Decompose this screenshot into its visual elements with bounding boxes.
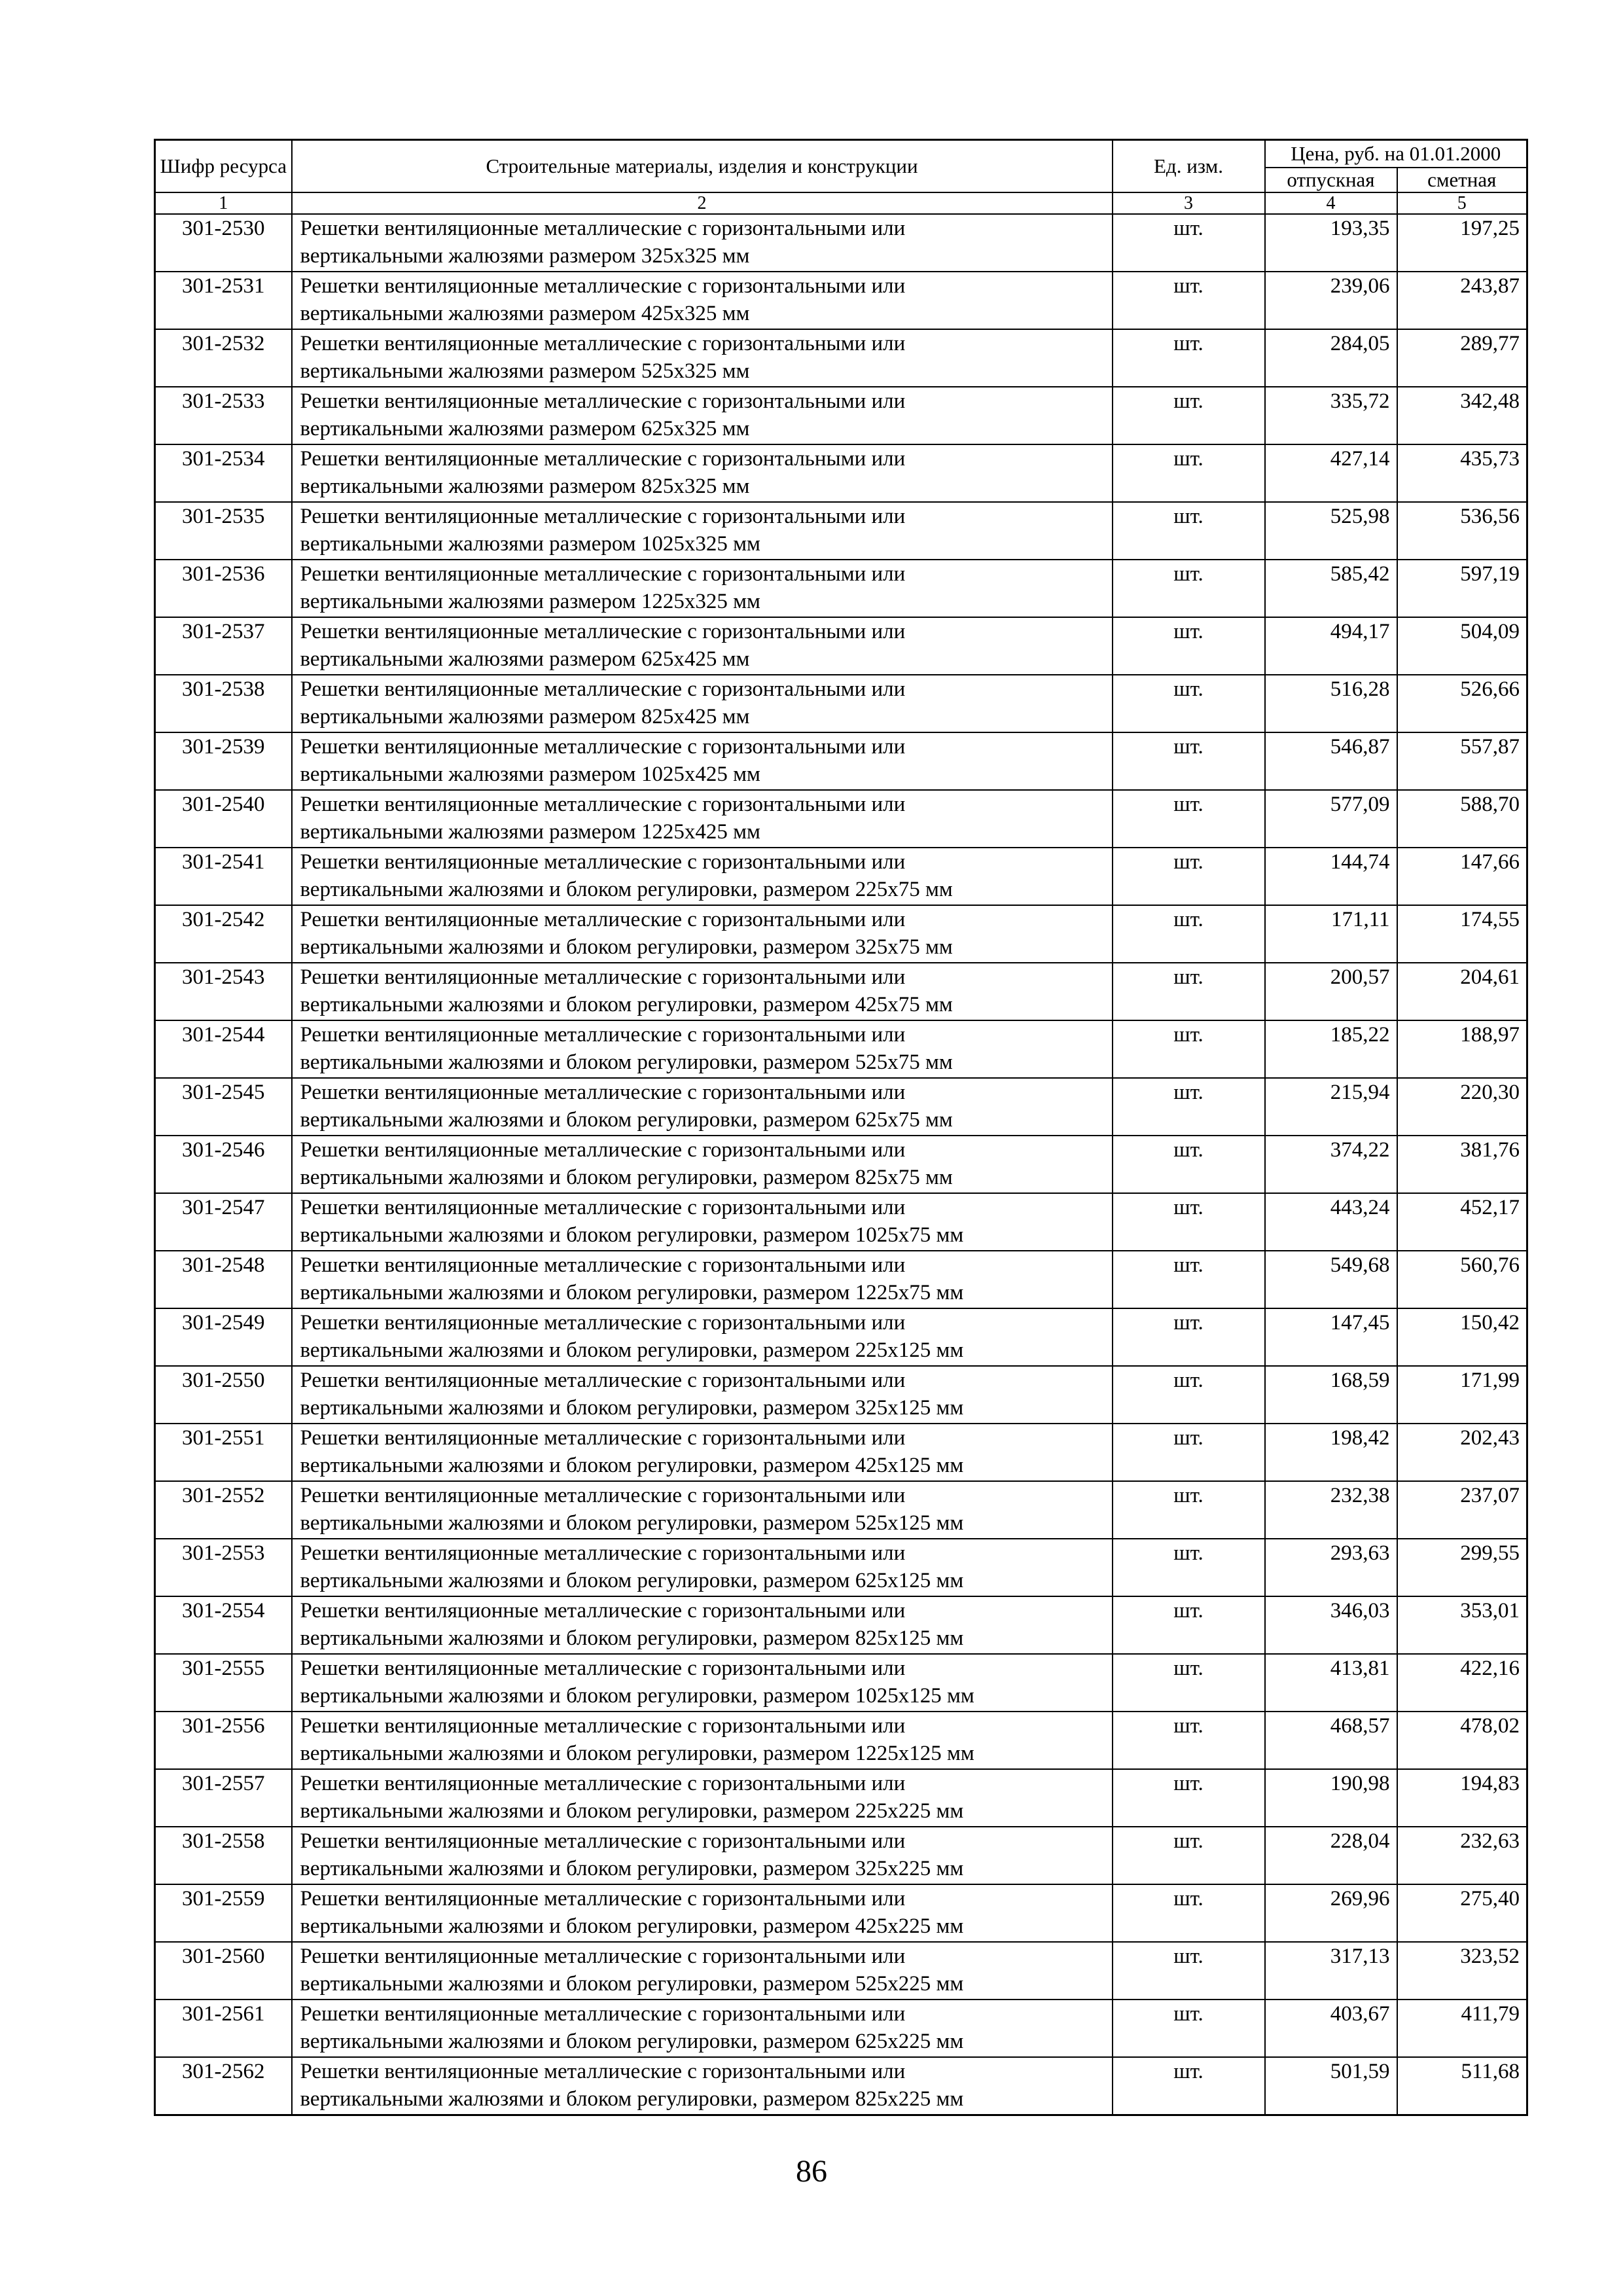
material-description <box>292 675 1113 732</box>
release-price: 403,67 <box>1265 2000 1397 2057</box>
table-row <box>155 675 1527 732</box>
description-line: Решетки вентиляционные металлические с горизонтальными или <box>300 1311 906 1335</box>
unit: шт. <box>1113 963 1265 1020</box>
material-description <box>292 2057 1113 2115</box>
material-description <box>292 329 1113 387</box>
description-line: вертикальными жалюзями и блоком регулировки, размером 225х75 мм <box>300 878 953 901</box>
release-price: 427,14 <box>1265 444 1397 502</box>
resource-code: 301-2534 <box>155 444 292 502</box>
table-row <box>155 560 1527 617</box>
material-description <box>292 1769 1113 1827</box>
estimate-price: 220,30 <box>1397 1078 1527 1136</box>
table-row <box>155 1827 1527 1884</box>
material-description <box>292 502 1113 560</box>
table-row <box>155 617 1527 675</box>
page-number: 86 <box>796 2154 827 2189</box>
table-row <box>155 272 1527 329</box>
table-row <box>155 1424 1527 1481</box>
table-row <box>155 1539 1527 1596</box>
unit: шт. <box>1113 1308 1265 1366</box>
material-description <box>292 1308 1113 1366</box>
release-price: 284,05 <box>1265 329 1397 387</box>
resource-code: 301-2557 <box>155 1769 292 1827</box>
description-line: Решетки вентиляционные металлические с горизонтальными или <box>300 1541 906 1565</box>
material-description <box>292 1884 1113 1942</box>
table-row <box>155 1884 1527 1942</box>
table-row <box>155 214 1527 272</box>
unit: шт. <box>1113 732 1265 790</box>
material-description <box>292 732 1113 790</box>
table-row <box>155 444 1527 502</box>
unit: шт. <box>1113 1020 1265 1078</box>
unit: шт. <box>1113 1366 1265 1424</box>
release-price: 269,96 <box>1265 1884 1397 1942</box>
header-price-estimate: сметная <box>1397 168 1527 192</box>
description-line: вертикальными жалюзями и блоком регулировки, размером 1225х75 мм <box>300 1281 964 1304</box>
material-description <box>292 1539 1113 1596</box>
resource-code: 301-2530 <box>155 214 292 272</box>
estimate-price: 171,99 <box>1397 1366 1527 1424</box>
description-line: вертикальными жалюзями и блоком регулировки, размером 325х75 мм <box>300 935 953 959</box>
material-description <box>292 1424 1113 1481</box>
material-description <box>292 214 1113 272</box>
table-row <box>155 1251 1527 1308</box>
unit: шт. <box>1113 1769 1265 1827</box>
description-line: вертикальными жалюзями и блоком регулировки, размером 525х125 мм <box>300 1511 964 1535</box>
table-row <box>155 1481 1527 1539</box>
description-line: Решетки вентиляционные металлические с горизонтальными или <box>300 908 906 931</box>
resource-code: 301-2541 <box>155 848 292 905</box>
unit: шт. <box>1113 1078 1265 1136</box>
description-line: Решетки вентиляционные металлические с горизонтальными или <box>300 1599 906 1623</box>
estimate-price: 526,66 <box>1397 675 1527 732</box>
material-description <box>292 1942 1113 2000</box>
description-line: вертикальными жалюзями и блоком регулировки, размером 825х75 мм <box>300 1166 953 1189</box>
estimate-price: 232,63 <box>1397 1827 1527 1884</box>
unit: шт. <box>1113 2000 1265 2057</box>
resource-code: 301-2543 <box>155 963 292 1020</box>
description-line: Решетки вентиляционные металлические с горизонтальными или <box>300 677 906 701</box>
material-description <box>292 272 1113 329</box>
estimate-price: 557,87 <box>1397 732 1527 790</box>
release-price: 190,98 <box>1265 1769 1397 1827</box>
resource-code: 301-2542 <box>155 905 292 963</box>
unit: шт. <box>1113 560 1265 617</box>
description-line: вертикальными жалюзями и блоком регулировки, размером 425х125 мм <box>300 1454 964 1477</box>
material-description <box>292 848 1113 905</box>
release-price: 198,42 <box>1265 1424 1397 1481</box>
resource-code: 301-2559 <box>155 1884 292 1942</box>
release-price: 516,28 <box>1265 675 1397 732</box>
unit: шт. <box>1113 617 1265 675</box>
release-price: 293,63 <box>1265 1539 1397 1596</box>
estimate-price: 150,42 <box>1397 1308 1527 1366</box>
release-price: 144,74 <box>1265 848 1397 905</box>
description-line: Решетки вентиляционные металлические с горизонтальными или <box>300 1196 906 1219</box>
release-price: 525,98 <box>1265 502 1397 560</box>
unit: шт. <box>1113 1827 1265 1884</box>
description-line: Решетки вентиляционные металлические с горизонтальными или <box>300 1829 906 1853</box>
table-row <box>155 1078 1527 1136</box>
material-description <box>292 963 1113 1020</box>
table-row <box>155 848 1527 905</box>
material-description <box>292 1827 1113 1884</box>
header-unit: Ед. изм. <box>1113 140 1265 193</box>
material-description <box>292 1366 1113 1424</box>
unit: шт. <box>1113 1481 1265 1539</box>
table-row <box>155 905 1527 963</box>
description-line: вертикальными жалюзями размером 625х425 мм <box>300 647 750 671</box>
material-description <box>292 1193 1113 1251</box>
description-line: Решетки вентиляционные металлические с горизонтальными или <box>300 850 906 874</box>
estimate-price: 197,25 <box>1397 214 1527 272</box>
table-row <box>155 2057 1527 2115</box>
estimate-price: 202,43 <box>1397 1424 1527 1481</box>
release-price: 200,57 <box>1265 963 1397 1020</box>
resource-code: 301-2556 <box>155 1712 292 1769</box>
unit: шт. <box>1113 1193 1265 1251</box>
material-description <box>292 2000 1113 2057</box>
release-price: 494,17 <box>1265 617 1397 675</box>
description-line: Решетки вентиляционные металлические с горизонтальными или <box>300 1657 906 1680</box>
table-row <box>155 1712 1527 1769</box>
description-line: вертикальными жалюзями и блоком регулировки, размером 525х225 мм <box>300 1972 964 1996</box>
column-number: 5 <box>1397 192 1527 214</box>
description-line: Решетки вентиляционные металлические с горизонтальными или <box>300 1426 906 1450</box>
release-price: 546,87 <box>1265 732 1397 790</box>
unit: шт. <box>1113 1712 1265 1769</box>
description-line: вертикальными жалюзями и блоком регулировки, размером 425х225 мм <box>300 1914 964 1938</box>
description-line: вертикальными жалюзями размером 625х325 мм <box>300 417 750 440</box>
column-number: 3 <box>1113 192 1265 214</box>
material-description <box>292 560 1113 617</box>
release-price: 185,22 <box>1265 1020 1397 1078</box>
description-line: Решетки вентиляционные металлические с горизонтальными или <box>300 1945 906 1968</box>
description-line: вертикальными жалюзями и блоком регулировки, размером 425х75 мм <box>300 993 953 1016</box>
material-description <box>292 1596 1113 1654</box>
table-row <box>155 1366 1527 1424</box>
description-line: вертикальными жалюзями и блоком регулировки, размером 625х125 мм <box>300 1569 964 1592</box>
table-header <box>155 140 1527 215</box>
resource-code: 301-2539 <box>155 732 292 790</box>
resource-code: 301-2540 <box>155 790 292 848</box>
release-price: 413,81 <box>1265 1654 1397 1712</box>
unit: шт. <box>1113 1654 1265 1712</box>
description-line: вертикальными жалюзями и блоком регулировки, размером 825х225 мм <box>300 2087 964 2111</box>
description-line: Решетки вентиляционные металлические с горизонтальными или <box>300 274 906 298</box>
description-line: Решетки вентиляционные металлические с горизонтальными или <box>300 1023 906 1047</box>
release-price: 147,45 <box>1265 1308 1397 1366</box>
estimate-price: 478,02 <box>1397 1712 1527 1769</box>
release-price: 228,04 <box>1265 1827 1397 1884</box>
description-line: Решетки вентиляционные металлические с горизонтальными или <box>300 620 906 643</box>
estimate-price: 411,79 <box>1397 2000 1527 2057</box>
description-line: Решетки вентиляционные металлические с горизонтальными или <box>300 735 906 759</box>
release-price: 468,57 <box>1265 1712 1397 1769</box>
material-description <box>292 1020 1113 1078</box>
resource-code: 301-2538 <box>155 675 292 732</box>
estimate-price: 342,48 <box>1397 387 1527 444</box>
unit: шт. <box>1113 329 1265 387</box>
resource-code: 301-2531 <box>155 272 292 329</box>
resource-code: 301-2545 <box>155 1078 292 1136</box>
material-description <box>292 1251 1113 1308</box>
estimate-price: 435,73 <box>1397 444 1527 502</box>
description-line: вертикальными жалюзями и блоком регулировки, размером 225х225 мм <box>300 1799 964 1823</box>
estimate-price: 452,17 <box>1397 1193 1527 1251</box>
unit: шт. <box>1113 675 1265 732</box>
estimate-price: 289,77 <box>1397 329 1527 387</box>
table-row <box>155 502 1527 560</box>
table-row <box>155 329 1527 387</box>
unit: шт. <box>1113 272 1265 329</box>
description-line: вертикальными жалюзями размером 825х425 мм <box>300 705 750 728</box>
resource-code: 301-2548 <box>155 1251 292 1308</box>
resource-code: 301-2547 <box>155 1193 292 1251</box>
description-line: вертикальными жалюзями и блоком регулировки, размером 325х125 мм <box>300 1396 964 1420</box>
resource-code: 301-2554 <box>155 1596 292 1654</box>
table-row <box>155 790 1527 848</box>
unit: шт. <box>1113 1136 1265 1193</box>
estimate-price: 204,61 <box>1397 963 1527 1020</box>
resource-code: 301-2553 <box>155 1539 292 1596</box>
description-line: вертикальными жалюзями размером 1025х425 мм <box>300 762 760 786</box>
unit: шт. <box>1113 2057 1265 2115</box>
material-description <box>292 617 1113 675</box>
release-price: 346,03 <box>1265 1596 1397 1654</box>
release-price: 549,68 <box>1265 1251 1397 1308</box>
estimate-price: 194,83 <box>1397 1769 1527 1827</box>
description-line: вертикальными жалюзями и блоком регулировки, размером 625х75 мм <box>300 1108 953 1132</box>
description-line: Решетки вентиляционные металлические с горизонтальными или <box>300 505 906 528</box>
estimate-price: 299,55 <box>1397 1539 1527 1596</box>
release-price: 215,94 <box>1265 1078 1397 1136</box>
description-line: вертикальными жалюзями размером 1025х325 мм <box>300 532 760 556</box>
table-row <box>155 1654 1527 1712</box>
description-line: Решетки вентиляционные металлические с горизонтальными или <box>300 1484 906 1507</box>
unit: шт. <box>1113 848 1265 905</box>
price-table <box>154 139 1528 2116</box>
description-line: Решетки вентиляционные металлические с горизонтальными или <box>300 1081 906 1104</box>
resource-code: 301-2550 <box>155 1366 292 1424</box>
description-line: вертикальными жалюзями размером 425х325 мм <box>300 302 750 325</box>
table-body <box>155 214 1527 2115</box>
table-row <box>155 1769 1527 1827</box>
unit: шт. <box>1113 905 1265 963</box>
material-description <box>292 1078 1113 1136</box>
estimate-price: 275,40 <box>1397 1884 1527 1942</box>
unit: шт. <box>1113 1942 1265 2000</box>
release-price: 577,09 <box>1265 790 1397 848</box>
table-row <box>155 732 1527 790</box>
resource-code: 301-2532 <box>155 329 292 387</box>
resource-code: 301-2561 <box>155 2000 292 2057</box>
release-price: 335,72 <box>1265 387 1397 444</box>
resource-code: 301-2533 <box>155 387 292 444</box>
unit: шт. <box>1113 1539 1265 1596</box>
material-description <box>292 1712 1113 1769</box>
description-line: Решетки вентиляционные металлические с горизонтальными или <box>300 2002 906 2026</box>
estimate-price: 381,76 <box>1397 1136 1527 1193</box>
description-line: вертикальными жалюзями и блоком регулировки, размером 825х125 мм <box>300 1626 964 1650</box>
unit: шт. <box>1113 1251 1265 1308</box>
column-number: 1 <box>155 192 292 214</box>
estimate-price: 323,52 <box>1397 1942 1527 2000</box>
estimate-price: 174,55 <box>1397 905 1527 963</box>
table-row <box>155 2000 1527 2057</box>
release-price: 232,38 <box>1265 1481 1397 1539</box>
resource-code: 301-2551 <box>155 1424 292 1481</box>
resource-code: 301-2535 <box>155 502 292 560</box>
material-description <box>292 1481 1113 1539</box>
column-number: 4 <box>1265 192 1397 214</box>
release-price: 443,24 <box>1265 1193 1397 1251</box>
unit: шт. <box>1113 790 1265 848</box>
description-line: вертикальными жалюзями и блоком регулировки, размером 225х125 мм <box>300 1338 964 1362</box>
description-line: Решетки вентиляционные металлические с горизонтальными или <box>300 217 906 240</box>
estimate-price: 597,19 <box>1397 560 1527 617</box>
estimate-price: 188,97 <box>1397 1020 1527 1078</box>
estimate-price: 237,07 <box>1397 1481 1527 1539</box>
resource-code: 301-2546 <box>155 1136 292 1193</box>
resource-code: 301-2555 <box>155 1654 292 1712</box>
resource-code: 301-2552 <box>155 1481 292 1539</box>
unit: шт. <box>1113 444 1265 502</box>
header-code: Шифр ресурса <box>155 140 292 193</box>
estimate-price: 536,56 <box>1397 502 1527 560</box>
description-line: вертикальными жалюзями размером 1225х425 мм <box>300 820 760 844</box>
table-row <box>155 1942 1527 2000</box>
unit: шт. <box>1113 214 1265 272</box>
release-price: 239,06 <box>1265 272 1397 329</box>
description-line: вертикальными жалюзями и блоком регулировки, размером 525х75 мм <box>300 1050 953 1074</box>
table-row <box>155 1596 1527 1654</box>
material-description <box>292 444 1113 502</box>
description-line: Решетки вентиляционные металлические с горизонтальными или <box>300 447 906 471</box>
description-line: Решетки вентиляционные металлические с горизонтальными или <box>300 1369 906 1392</box>
resource-code: 301-2537 <box>155 617 292 675</box>
release-price: 168,59 <box>1265 1366 1397 1424</box>
resource-code: 301-2544 <box>155 1020 292 1078</box>
estimate-price: 560,76 <box>1397 1251 1527 1308</box>
table-row <box>155 1193 1527 1251</box>
estimate-price: 511,68 <box>1397 2057 1527 2115</box>
estimate-price: 504,09 <box>1397 617 1527 675</box>
estimate-price: 353,01 <box>1397 1596 1527 1654</box>
description-line: Решетки вентиляционные металлические с горизонтальными или <box>300 1138 906 1162</box>
table-row <box>155 1020 1527 1078</box>
resource-code: 301-2549 <box>155 1308 292 1366</box>
release-price: 193,35 <box>1265 214 1397 272</box>
unit: шт. <box>1113 502 1265 560</box>
header-price-release: отпускная <box>1265 168 1397 192</box>
table-row <box>155 1136 1527 1193</box>
release-price: 501,59 <box>1265 2057 1397 2115</box>
unit: шт. <box>1113 1884 1265 1942</box>
description-line: Решетки вентиляционные металлические с горизонтальными или <box>300 332 906 355</box>
table-row <box>155 963 1527 1020</box>
resource-code: 301-2562 <box>155 2057 292 2115</box>
description-line: Решетки вентиляционные металлические с горизонтальными или <box>300 1714 906 1738</box>
release-price: 317,13 <box>1265 1942 1397 2000</box>
description-line: Решетки вентиляционные металлические с горизонтальными или <box>300 1772 906 1795</box>
estimate-price: 243,87 <box>1397 272 1527 329</box>
description-line: вертикальными жалюзями и блоком регулировки, размером 1025х125 мм <box>300 1684 974 1708</box>
column-number: 2 <box>292 192 1113 214</box>
description-line: вертикальными жалюзями и блоком регулировки, размером 325х225 мм <box>300 1857 964 1880</box>
resource-code: 301-2536 <box>155 560 292 617</box>
description-line: вертикальными жалюзями размером 525х325 мм <box>300 359 750 383</box>
table-row <box>155 387 1527 444</box>
description-line: вертикальными жалюзями и блоком регулировки, размером 1225х125 мм <box>300 1742 974 1765</box>
unit: шт. <box>1113 1596 1265 1654</box>
header-material: Строительные материалы, изделия и конструкции <box>292 140 1113 193</box>
description-line: Решетки вентиляционные металлические с горизонтальными или <box>300 965 906 989</box>
table-row <box>155 1308 1527 1366</box>
material-description <box>292 1654 1113 1712</box>
estimate-price: 588,70 <box>1397 790 1527 848</box>
unit: шт. <box>1113 1424 1265 1481</box>
resource-code: 301-2558 <box>155 1827 292 1884</box>
description-line: Решетки вентиляционные металлические с горизонтальными или <box>300 1887 906 1910</box>
description-line: Решетки вентиляционные металлические с горизонтальными или <box>300 389 906 413</box>
material-description <box>292 790 1113 848</box>
description-line: Решетки вентиляционные металлические с горизонтальными или <box>300 1253 906 1277</box>
material-description <box>292 387 1113 444</box>
description-line: Решетки вентиляционные металлические с горизонтальными или <box>300 793 906 816</box>
material-description <box>292 905 1113 963</box>
description-line: вертикальными жалюзями размером 325х325 мм <box>300 244 750 268</box>
description-line: Решетки вентиляционные металлические с горизонтальными или <box>300 2060 906 2083</box>
estimate-price: 422,16 <box>1397 1654 1527 1712</box>
header-price-group: Цена, руб. на 01.01.2000 <box>1265 140 1527 168</box>
description-line: вертикальными жалюзями и блоком регулировки, размером 625х225 мм <box>300 2030 964 2053</box>
resource-code: 301-2560 <box>155 1942 292 2000</box>
description-line: вертикальными жалюзями и блоком регулировки, размером 1025х75 мм <box>300 1223 964 1247</box>
release-price: 374,22 <box>1265 1136 1397 1193</box>
description-line: Решетки вентиляционные металлические с горизонтальными или <box>300 562 906 586</box>
description-line: вертикальными жалюзями размером 825х325 мм <box>300 475 750 498</box>
material-description <box>292 1136 1113 1193</box>
estimate-price: 147,66 <box>1397 848 1527 905</box>
unit: шт. <box>1113 387 1265 444</box>
release-price: 171,11 <box>1265 905 1397 963</box>
description-line: вертикальными жалюзями размером 1225х325 мм <box>300 590 760 613</box>
release-price: 585,42 <box>1265 560 1397 617</box>
